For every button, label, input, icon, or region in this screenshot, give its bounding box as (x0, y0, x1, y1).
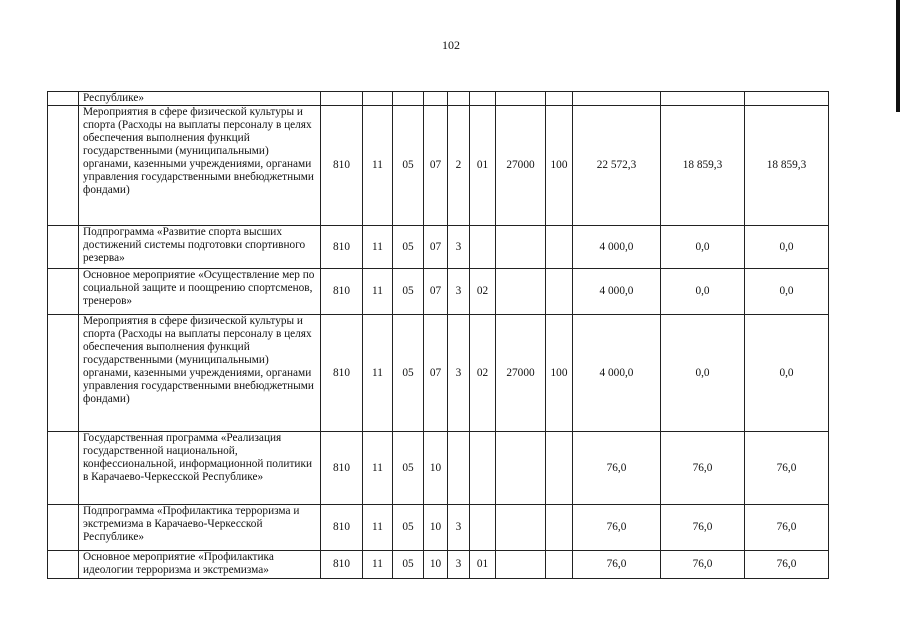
expense-type-cell (546, 551, 573, 579)
target-program-cell (424, 92, 448, 106)
expense-type-cell: 100 (546, 315, 573, 432)
row-number-cell (48, 432, 79, 505)
ministry-code-cell (321, 92, 363, 106)
section-cell: 11 (363, 269, 393, 315)
expense-type-cell (546, 505, 573, 551)
row-name-cell: Основное мероприятие «Осуществление мер по социальной защите и поощрению спортсменов, тренеров» (79, 269, 321, 315)
ministry-code-cell: 810 (321, 315, 363, 432)
target-direction-cell (496, 432, 546, 505)
amount-year1-cell (573, 92, 661, 106)
table-row (48, 106, 829, 226)
expense-type-cell (546, 92, 573, 106)
target-subprogram-cell (448, 432, 470, 505)
row-number-cell (48, 505, 79, 551)
row-number-cell (48, 269, 79, 315)
amount-year1-cell: 22 572,3 (573, 106, 661, 226)
ministry-code-cell: 810 (321, 505, 363, 551)
target-subprogram-cell (448, 92, 470, 106)
amount-year3-cell: 76,0 (745, 551, 829, 579)
target-subprogram-cell: 3 (448, 315, 470, 432)
amount-year1-cell: 76,0 (573, 551, 661, 579)
amount-year3-cell: 18 859,3 (745, 106, 829, 226)
scan-edge-mark (896, 0, 900, 112)
target-program-cell: 10 (424, 505, 448, 551)
row-number-cell (48, 92, 79, 106)
subsection-cell: 05 (393, 106, 424, 226)
target-program-cell: 07 (424, 226, 448, 269)
target-activity-cell (470, 505, 496, 551)
target-activity-cell: 01 (470, 551, 496, 579)
amount-year2-cell: 76,0 (661, 505, 745, 551)
row-name-cell: Подпрограмма «Профилактика терроризма и экстремизма в Карачаево-Черкесской Республике» (79, 505, 321, 551)
row-name-cell: Государственная программа «Реализация государственной национальной, конфессиональной, информационной политики в Карачаево-Черкесской Республике» (79, 432, 321, 505)
table-row (48, 315, 829, 432)
target-direction-cell (496, 92, 546, 106)
table-row (48, 505, 829, 551)
amount-year2-cell: 18 859,3 (661, 106, 745, 226)
target-subprogram-cell: 2 (448, 106, 470, 226)
subsection-cell: 05 (393, 432, 424, 505)
subsection-cell: 05 (393, 269, 424, 315)
target-subprogram-cell: 3 (448, 551, 470, 579)
section-cell: 11 (363, 315, 393, 432)
amount-year3-cell: 0,0 (745, 269, 829, 315)
table-row (48, 432, 829, 505)
subsection-cell: 05 (393, 551, 424, 579)
target-subprogram-cell: 3 (448, 226, 470, 269)
target-program-cell: 07 (424, 315, 448, 432)
expense-type-cell (546, 226, 573, 269)
section-cell: 11 (363, 432, 393, 505)
subsection-cell: 05 (393, 315, 424, 432)
target-program-cell: 07 (424, 106, 448, 226)
amount-year3-cell (745, 92, 829, 106)
row-number-cell (48, 551, 79, 579)
target-activity-cell (470, 92, 496, 106)
amount-year2-cell: 76,0 (661, 551, 745, 579)
target-activity-cell (470, 432, 496, 505)
amount-year1-cell: 76,0 (573, 432, 661, 505)
section-cell: 11 (363, 505, 393, 551)
subsection-cell (393, 92, 424, 106)
amount-year1-cell: 4 000,0 (573, 226, 661, 269)
target-activity-cell: 02 (470, 315, 496, 432)
row-name-cell: Мероприятия в сфере физической культуры и спорта (Расходы на выплаты персоналу в целях обеспечения выполнения функций государственными (муниципальными) органами, казенными учреждениями, органами управления государственными внебюджетными фондами) (79, 106, 321, 226)
expense-type-cell (546, 432, 573, 505)
target-direction-cell (496, 269, 546, 315)
section-cell (363, 92, 393, 106)
subsection-cell: 05 (393, 226, 424, 269)
amount-year3-cell: 0,0 (745, 315, 829, 432)
amount-year3-cell: 76,0 (745, 505, 829, 551)
row-number-cell (48, 315, 79, 432)
target-subprogram-cell: 3 (448, 269, 470, 315)
ministry-code-cell: 810 (321, 432, 363, 505)
target-program-cell: 10 (424, 551, 448, 579)
section-cell: 11 (363, 551, 393, 579)
target-direction-cell: 27000 (496, 315, 546, 432)
table-row (48, 269, 829, 315)
ministry-code-cell: 810 (321, 226, 363, 269)
table-row (48, 226, 829, 269)
expense-type-cell (546, 269, 573, 315)
ministry-code-cell: 810 (321, 269, 363, 315)
expense-type-cell: 100 (546, 106, 573, 226)
amount-year1-cell: 4 000,0 (573, 269, 661, 315)
row-name-cell: Основное мероприятие «Профилактика идеологии терроризма и экстремизма» (79, 551, 321, 579)
subsection-cell: 05 (393, 505, 424, 551)
amount-year1-cell: 76,0 (573, 505, 661, 551)
target-activity-cell: 01 (470, 106, 496, 226)
target-program-cell: 10 (424, 432, 448, 505)
target-program-cell: 07 (424, 269, 448, 315)
row-name-cell: Подпрограмма «Развитие спорта высших достижений системы подготовки спортивного резерва» (79, 226, 321, 269)
row-number-cell (48, 226, 79, 269)
row-number-cell (48, 106, 79, 226)
amount-year1-cell: 4 000,0 (573, 315, 661, 432)
row-name-cell: Республике» (79, 92, 321, 106)
budget-table (47, 91, 829, 579)
section-cell: 11 (363, 226, 393, 269)
target-direction-cell (496, 551, 546, 579)
target-activity-cell (470, 226, 496, 269)
page-number: 102 (442, 38, 460, 52)
table-row (48, 551, 829, 579)
row-name-cell: Мероприятия в сфере физической культуры и спорта (Расходы на выплаты персоналу в целях обеспечения выполнения функций государственными (муниципальными) органами, казенными учреждениями, органами управления государственными внебюджетными фондами) (79, 315, 321, 432)
section-cell: 11 (363, 106, 393, 226)
amount-year3-cell: 0,0 (745, 226, 829, 269)
target-activity-cell: 02 (470, 269, 496, 315)
target-direction-cell (496, 226, 546, 269)
amount-year3-cell: 76,0 (745, 432, 829, 505)
ministry-code-cell: 810 (321, 551, 363, 579)
target-direction-cell: 27000 (496, 106, 546, 226)
amount-year2-cell: 0,0 (661, 269, 745, 315)
amount-year2-cell: 76,0 (661, 432, 745, 505)
target-subprogram-cell: 3 (448, 505, 470, 551)
amount-year2-cell (661, 92, 745, 106)
ministry-code-cell: 810 (321, 106, 363, 226)
table-row (48, 92, 829, 106)
target-direction-cell (496, 505, 546, 551)
amount-year2-cell: 0,0 (661, 315, 745, 432)
amount-year2-cell: 0,0 (661, 226, 745, 269)
